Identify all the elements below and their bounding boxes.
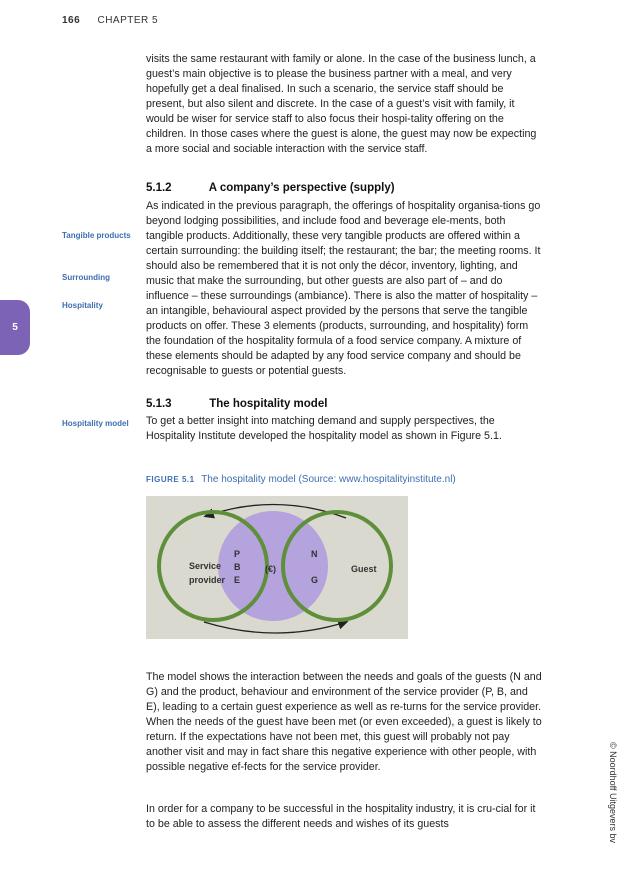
section-title: A company’s perspective (supply) — [208, 182, 395, 194]
hospitality-model-figure — [146, 496, 408, 639]
service-provider-label-line1: Service — [189, 561, 222, 571]
chapter-label: CHAPTER 5 — [97, 15, 159, 26]
chapter-tab: 5 — [0, 300, 30, 355]
e-label: E — [234, 575, 241, 585]
g-label: G — [311, 575, 319, 585]
running-header — [62, 15, 158, 26]
figure-label: FIGURE 5.1 — [146, 475, 195, 484]
section-heading-5-1-3 — [146, 398, 327, 410]
section-5-1-3-paragraph: To get a better insight into matching demand and supply perspectives, the Hospitality Institute developed the hospitality model as shown in Figure 5.1. — [146, 415, 502, 442]
euro-label: (€) — [265, 564, 276, 574]
margin-note-hospitality: Hospitality — [62, 301, 103, 310]
section-number: 5.1.3 — [146, 398, 172, 410]
margin-note-hospitality-model: Hospitality model — [62, 419, 129, 428]
copyright-notice: © Noordhoff Uitgevers bv — [608, 742, 618, 844]
section-number: 5.1.2 — [146, 182, 172, 194]
model-explanation-paragraph: The model shows the interaction between the needs and goals of the guests (N and G) and the product, behaviour and environment of the service provider (P, B, and E), leading to a certain guest experience as well as re-turns for the service provider. When the needs of the guest have been met (or even exceeded), a guest is likely to return. If the expectations have not been met, this guest will probably not pay another visit and may in fact share this negative experience with other people, with possible negative ef-fects for the service provider. — [146, 671, 542, 773]
service-provider-label-line2: provider — [189, 575, 226, 585]
p-label: P — [234, 549, 241, 559]
intro-paragraph: visits the same restaurant with family or alone. In the case of the business lunch, a guest’s main objective is to please the business partner with a meal, and very hopefully get a deal finalised. In such a scenario, the service staff should be present, but also silent and discrete. In the case of a guest’s visit with family, it would be wiser for service staff to also focus their hospi-tality offering on the children. In those cases where the guest is alone, the guest may now be expecting a more social and sociable interaction with the service staff. — [146, 53, 537, 155]
margin-note-surrounding: Surrounding — [62, 273, 110, 282]
b-label: B — [234, 562, 241, 572]
hospitality-model-diagram — [146, 496, 408, 639]
bottom-arrow — [204, 622, 346, 633]
closing-paragraph: In order for a company to be successful in the hospitality industry, it is cru-cial for it to be able to assess the different needs and wishes of its guests — [146, 803, 536, 830]
margin-note-tangible-products: Tangible products — [62, 231, 131, 240]
section-title: The hospitality model — [209, 398, 328, 410]
section-heading-5-1-2 — [146, 182, 395, 194]
page-number: 166 — [62, 15, 81, 26]
n-label: N — [311, 549, 318, 559]
guest-label: Guest — [351, 564, 377, 574]
section-5-1-2-paragraph: As indicated in the previous paragraph, the offerings of hospitality organisa-tions go beyond lodging possibilities, and include food and beverage ele-ments, both tangible products. Additionally, these very tangible products are offered within a certain surrounding: the building itself; the restaurant; the bar; the meeting rooms. It should also be remembered that it is not only the décor, inventory, lighting, and music that make the surrounding, but other guests are also part of – and do influence – these surroundings (ambiance). There is also the matter of hospitality – an intangible, behavioural aspect provided by the persons that serve the tangible products on offer. These 3 elements (products, surrounding, and hospitality) form the foundation of the hospitality formula of a food service company. A mixture of these elements should be adapted by any food service company and should be recognisable to guests or potential guests. — [146, 200, 541, 377]
figure-caption-text: The hospitality model (Source: www.hospitalityinstitute.nl) — [201, 474, 456, 485]
figure-caption — [146, 474, 456, 485]
